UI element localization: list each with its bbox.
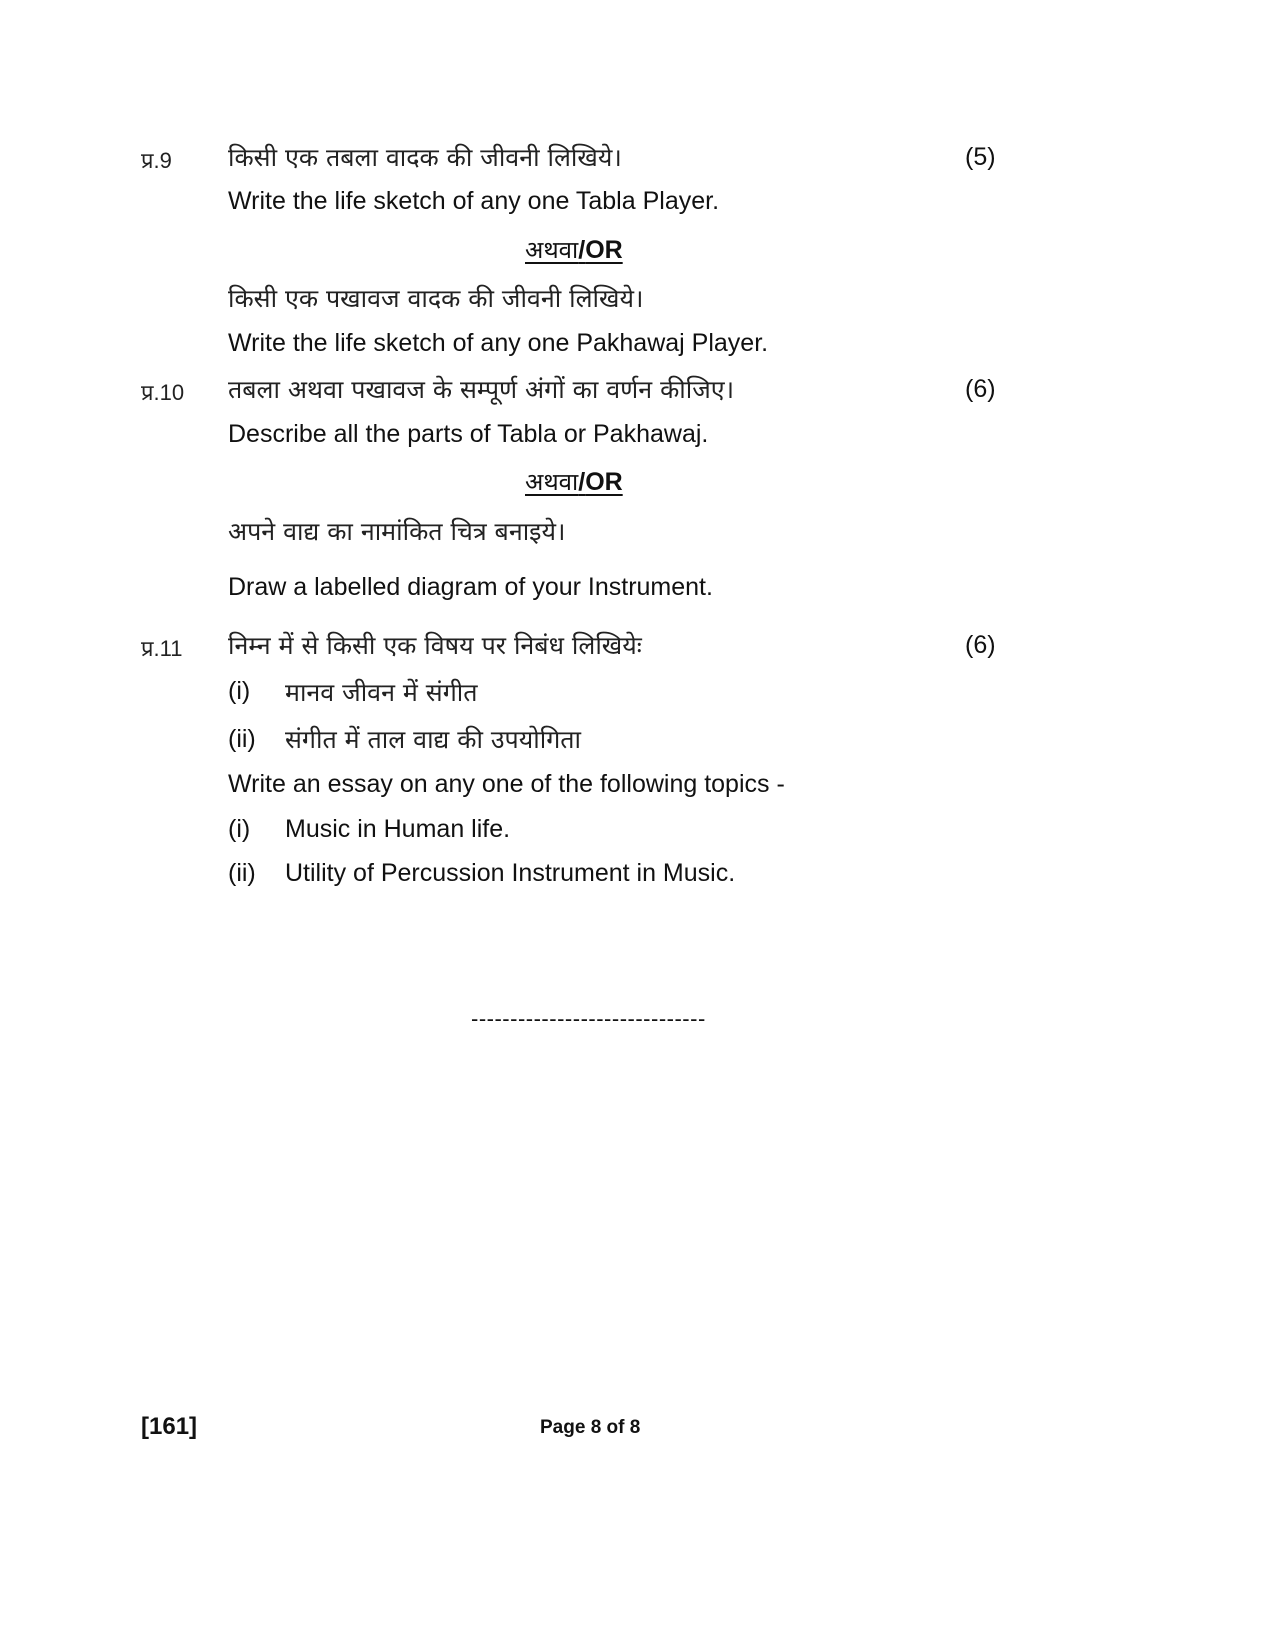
q11-hindi-text: निम्न में से किसी एक विषय पर निबंध लिखियेः [228,631,642,660]
q11-hindi-item-number: (i) [228,677,251,705]
or-hindi: अथवा [525,468,579,496]
or-separator: / [578,468,586,496]
or-hindi: अथवा [525,236,579,264]
or-separator: / [578,236,586,264]
q11-marks: (6) [965,631,996,659]
or-english: OR [585,236,623,264]
q10-hindi-text: तबला अथवा पखावज के सम्पूर्ण अंगों का वर्णन कीजिए। [228,375,735,404]
q9-alt-english-text: Write the life sketch of any one Pakhawaj Player. [228,329,769,357]
or-english: OR [585,468,623,496]
q11-hindi-item-text: संगीत में ताल वाद्य की उपयोगिता [285,725,582,754]
q9-english-text: Write the life sketch of any one Tabla Player. [228,187,720,215]
q9-hindi-text: किसी एक तबला वादक की जीवनी लिखिये। [228,143,622,172]
q9-alt-hindi-text: किसी एक पखावज वादक की जीवनी लिखिये। [228,284,644,313]
question-number-9: प्र.9 [141,148,172,173]
q10-english-text: Describe all the parts of Tabla or Pakhawaj. [228,420,709,448]
q11-english-text: Write an essay on any one of the following topics - [228,770,785,798]
question-number-11: प्र.11 [141,636,183,661]
end-separator: ------------------------------ [471,1006,706,1031]
q9-marks: (5) [965,143,996,171]
q10-or-heading [525,465,623,498]
q11-english-item-text: Music in Human life. [285,815,511,843]
paper-code: [161] [141,1413,198,1440]
q10-alt-english-text: Draw a labelled diagram of your Instrument. [228,573,713,601]
q11-english-item-text: Utility of Percussion Instrument in Music. [285,859,736,887]
q11-hindi-item-number: (ii) [228,725,256,753]
q9-or-heading [525,233,623,266]
q11-hindi-item-text: मानव जीवन में संगीत [285,678,478,707]
q10-marks: (6) [965,375,996,403]
q11-english-item-number: (ii) [228,859,256,887]
page-number: Page 8 of 8 [540,1417,641,1438]
question-number-10: प्र.10 [141,380,185,405]
q11-english-item-number: (i) [228,815,251,843]
q10-alt-hindi-text: अपने वाद्य का नामांकित चित्र बनाइये। [228,517,566,546]
